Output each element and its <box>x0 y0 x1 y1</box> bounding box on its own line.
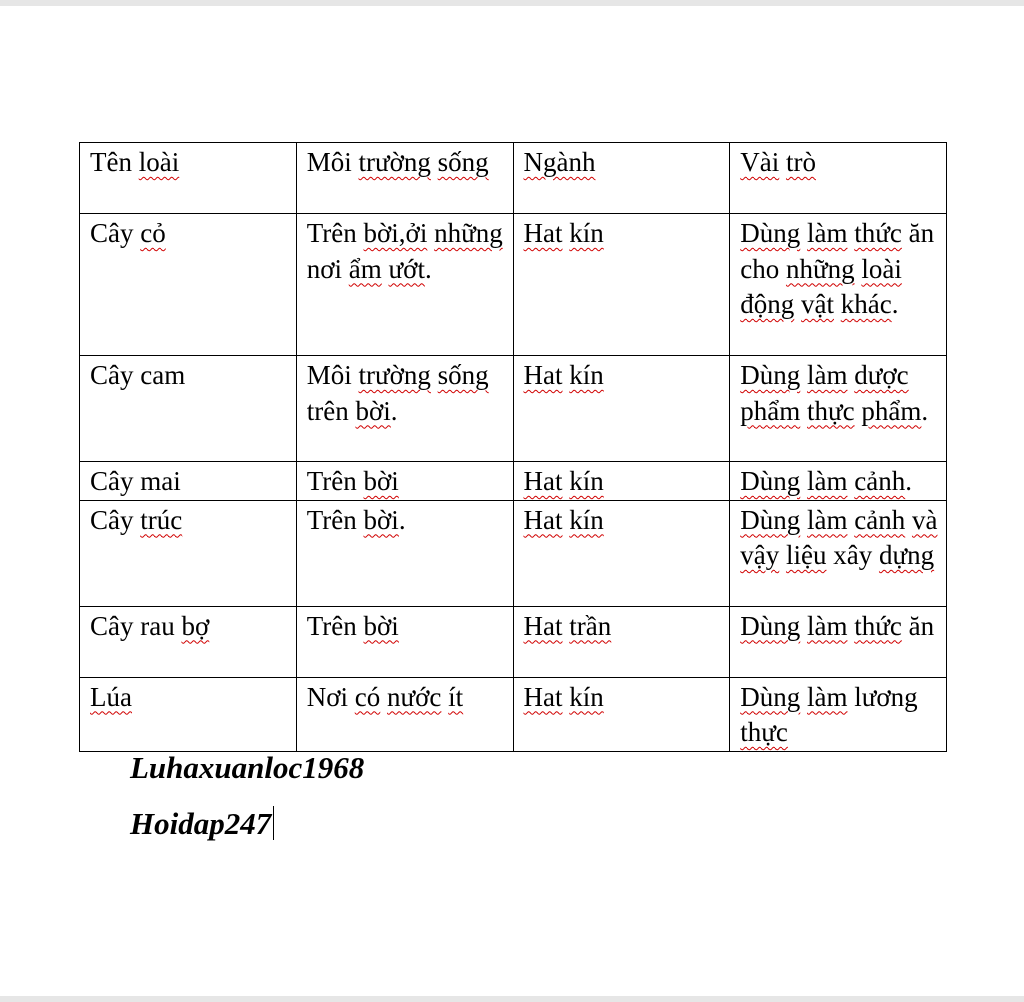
spellcheck-word: cỏ <box>140 218 166 248</box>
cell-text <box>794 289 801 319</box>
spellcheck-word: thức <box>854 610 902 641</box>
spellcheck-word: bời <box>363 466 399 496</box>
cell-text: ăn cho <box>740 218 935 284</box>
cell-text: xây <box>826 540 879 570</box>
cell-species-name <box>80 356 297 462</box>
cell-text: Trên <box>306 466 364 496</box>
spellcheck-word: trò <box>785 147 816 177</box>
spellcheck-word: kín <box>569 681 604 712</box>
cell-text: Trên <box>306 504 364 535</box>
spellcheck-word: trường <box>358 147 431 177</box>
spellcheck-word: loài <box>861 253 902 284</box>
spellcheck-word: thực <box>807 395 855 426</box>
cell-text: Cây <box>90 218 141 248</box>
table-row <box>80 500 947 606</box>
cell-text: Trên <box>306 218 364 248</box>
cell-text: ăn <box>901 610 935 641</box>
cell-text <box>431 360 438 390</box>
spellcheck-word: phẩm <box>861 395 922 426</box>
spellcheck-word: bời <box>363 504 399 535</box>
spellcheck-word: Lúa <box>90 681 132 712</box>
cell-text <box>800 396 807 426</box>
cell-species-name <box>80 500 297 606</box>
spellcheck-word: Dùng <box>740 360 801 390</box>
table-row <box>80 356 947 462</box>
cell-division <box>513 606 730 677</box>
spellcheck-word: kín <box>569 360 604 390</box>
spellcheck-word: ướt <box>388 253 425 284</box>
spellcheck-word: trường <box>358 360 431 390</box>
cell-text: Cây mai <box>90 466 181 496</box>
cell-text <box>382 254 389 284</box>
cell-text <box>431 147 438 177</box>
spellcheck-word: phẩm <box>740 395 801 426</box>
species-table <box>79 142 947 752</box>
cell-text <box>800 505 807 535</box>
cell-role <box>730 677 947 751</box>
cell-role <box>730 462 947 501</box>
cell-text: Cây <box>90 504 141 535</box>
cell-text: Môi <box>306 360 359 390</box>
spellcheck-word: bời <box>355 395 391 426</box>
spellcheck-word: sống <box>437 360 489 390</box>
spellcheck-word: làm <box>807 504 848 535</box>
cell-habitat <box>296 462 513 501</box>
header-cell-habitat <box>296 143 513 214</box>
spellcheck-word: bời <box>363 610 399 641</box>
spellcheck-word: kín <box>569 504 604 535</box>
spellcheck-word: Dùng <box>740 610 801 641</box>
spellcheck-word: cảnh <box>854 466 906 496</box>
cell-species-name <box>80 677 297 751</box>
cell-text: Môi <box>306 147 359 177</box>
spellcheck-word: liệu <box>785 540 827 570</box>
cell-role <box>730 500 947 606</box>
spellcheck-word: làm <box>807 681 848 712</box>
spellcheck-word: Hat <box>523 610 563 641</box>
spellcheck-word: trúc <box>140 504 183 535</box>
table-row <box>80 677 947 751</box>
species-table-body <box>80 143 947 752</box>
spellcheck-word: thức <box>854 218 902 248</box>
cell-text <box>800 360 807 390</box>
spellcheck-word: sống <box>437 147 489 177</box>
spellcheck-word: trần <box>569 610 612 641</box>
spellcheck-word: Dùng <box>740 466 801 496</box>
spellcheck-word: những <box>434 218 503 248</box>
spellcheck-word: làm <box>807 466 848 496</box>
cell-habitat <box>296 606 513 677</box>
cell-text <box>380 682 387 712</box>
cell-text: nơi <box>306 253 349 284</box>
spellcheck-word: làm <box>807 360 848 390</box>
text-cursor <box>273 806 274 840</box>
spellcheck-word: Hat <box>523 218 563 248</box>
cell-text: Tên <box>90 147 139 177</box>
cell-species-name <box>80 214 297 356</box>
cell-text: Nơi <box>306 681 355 712</box>
table-row <box>80 462 947 501</box>
table-header-row <box>80 143 947 214</box>
cell-division <box>513 677 730 751</box>
cell-division <box>513 462 730 501</box>
cell-division <box>513 214 730 356</box>
spellcheck-word: động <box>740 289 795 319</box>
spellcheck-word: kín <box>569 466 604 496</box>
cell-role <box>730 606 947 677</box>
spellcheck-word: bợ <box>181 610 210 641</box>
cell-role <box>730 356 947 462</box>
cell-habitat <box>296 356 513 462</box>
cell-habitat <box>296 214 513 356</box>
spellcheck-word: Hat <box>523 681 563 712</box>
spellcheck-word: Dùng <box>740 218 801 248</box>
cell-text: Trên <box>306 610 364 641</box>
spellcheck-word: thực <box>740 717 788 747</box>
spellcheck-word: những <box>785 253 855 284</box>
spellcheck-word: làm <box>807 218 848 248</box>
cell-text: lương <box>847 681 918 712</box>
cell-division <box>513 500 730 606</box>
spellcheck-word: ẩm <box>348 253 382 284</box>
spellcheck-word: Vài <box>740 147 780 177</box>
cell-text <box>800 466 807 496</box>
cell-text <box>905 505 912 535</box>
spellcheck-word: vật <box>801 289 834 319</box>
cell-habitat <box>296 677 513 751</box>
cell-text <box>800 218 807 248</box>
cell-text: . <box>390 395 398 426</box>
cell-text <box>800 682 807 712</box>
cell-text: . <box>424 253 432 284</box>
spellcheck-word: loài <box>138 147 180 177</box>
header-cell-species-name <box>80 143 297 214</box>
signature-site[interactable] <box>130 806 274 842</box>
spellcheck-word: Hat <box>523 360 563 390</box>
cell-text: Cây rau <box>90 610 182 641</box>
cell-text: . <box>905 466 912 496</box>
spellcheck-word: cảnh <box>854 504 906 535</box>
spellcheck-word: có <box>354 681 381 712</box>
cell-text: Cây cam <box>90 360 186 390</box>
spellcheck-word: Dùng <box>740 681 801 712</box>
cell-habitat <box>296 500 513 606</box>
table-row <box>80 606 947 677</box>
signature-name: Luhaxuanloc1968 <box>130 750 365 785</box>
spellcheck-word: Hat <box>523 466 563 496</box>
cell-text: . <box>891 289 899 319</box>
spellcheck-word: bời,ởi <box>363 218 428 248</box>
spellcheck-word: dựng <box>878 540 935 570</box>
cell-species-name <box>80 606 297 677</box>
spellcheck-word: nước <box>387 681 442 712</box>
spellcheck-word: dược <box>854 360 909 390</box>
cell-text: trên <box>306 395 356 426</box>
header-cell-division <box>513 143 730 214</box>
spellcheck-word: Dùng <box>740 504 801 535</box>
spellcheck-word: Hat <box>523 504 563 535</box>
cell-text: . <box>921 395 929 426</box>
cell-division <box>513 356 730 462</box>
cell-species-name <box>80 462 297 501</box>
spellcheck-word: khác <box>840 289 892 319</box>
spellcheck-word: vậy <box>740 540 780 570</box>
cell-text <box>779 147 786 177</box>
spellcheck-word: kín <box>569 218 604 248</box>
table-row <box>80 214 947 356</box>
spellcheck-word: và <box>911 504 938 535</box>
spellcheck-word: làm <box>807 610 848 641</box>
cell-text: . <box>398 504 406 535</box>
spellcheck-word: Ngành <box>523 147 596 177</box>
signature-site-text: Hoidap247 <box>130 806 272 841</box>
cell-text <box>800 611 807 641</box>
header-cell-role <box>730 143 947 214</box>
cell-text <box>834 289 841 319</box>
document-page[interactable] <box>0 6 1024 996</box>
cell-text <box>779 540 786 570</box>
cell-role <box>730 214 947 356</box>
spellcheck-word: ít <box>448 681 464 712</box>
